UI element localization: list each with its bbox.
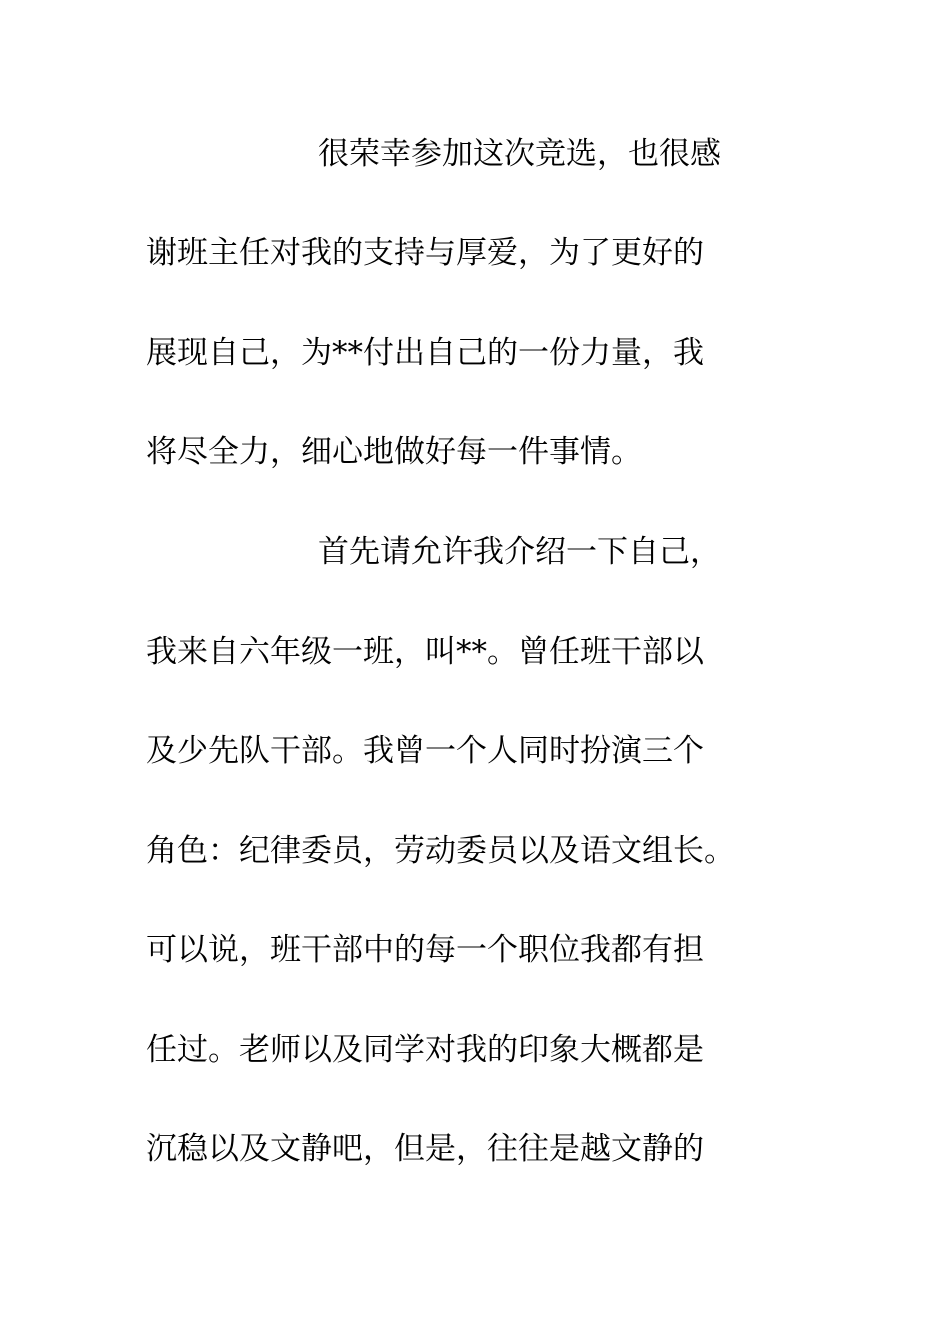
paragraph-1-line-1: 很荣幸参加这次竞选，也很感 (318, 136, 721, 172)
paragraph-2-line-4: 角色：纪律委员，劳动委员以及语文组长。 (146, 833, 735, 869)
paragraph-2-line-2: 我来自六年级一班，叫**。曾任班干部以 (146, 634, 704, 670)
paragraph-2-line-7: 沉稳以及文静吧，但是，往往是越文静的 (146, 1131, 704, 1167)
paragraph-2-line-5: 可以说，班干部中的每一个职位我都有担 (146, 932, 704, 968)
paragraph-2-line-6: 任过。老师以及同学对我的印象大概都是 (146, 1032, 704, 1068)
paragraph-1-line-2: 谢班主任对我的支持与厚爱，为了更好的 (146, 235, 704, 271)
paragraph-2-line-1: 首先请允许我介绍一下自己， (318, 534, 721, 570)
paragraph-2-line-3: 及少先队干部。我曾一个人同时扮演三个 (146, 733, 704, 769)
paragraph-1-line-4: 将尽全力，细心地做好每一件事情。 (146, 434, 642, 470)
paragraph-1-line-3: 展现自己，为**付出自己的一份力量，我 (146, 335, 704, 371)
